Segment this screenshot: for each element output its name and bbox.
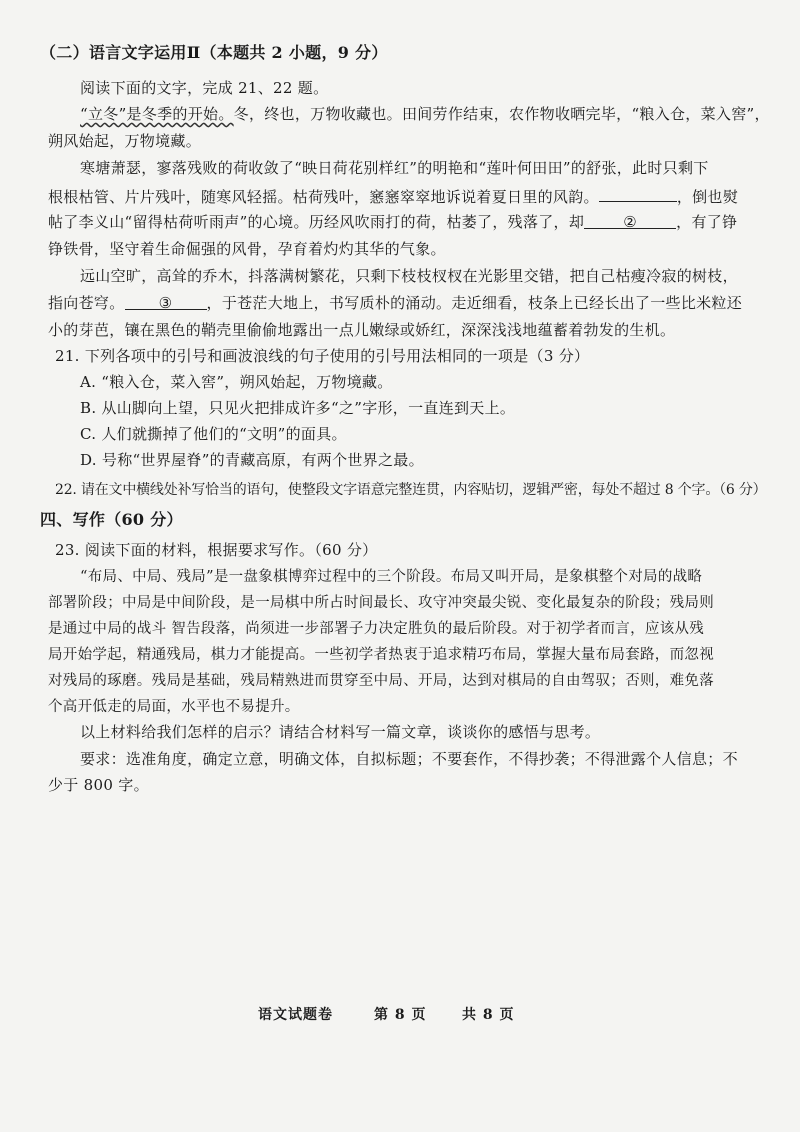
q23-stem: 23. 阅读下面的材料，根据要求写作。（60 分） [55, 541, 378, 559]
writing-requirements-line1: 要求：选准角度，确定立意，明确文体，自拟标题；不要套作，不得抄袭；不得泄露个人信息；不 [80, 750, 738, 768]
material-line2: 部署阶段；中局是中间阶段，是一局棋中所占时间最长、攻守冲突最尖锐、变化最复杂的阶段；残局则 [48, 595, 714, 611]
q21-option-d: D. 号称“世界屋脊”的青藏高原，有两个世界之最。 [80, 451, 424, 469]
material-line5: 对残局的琢磨。残局是基础，残局精熟进而贯穿至中局、开局，达到对棋局的自由驾驭；否则，难免落 [48, 673, 714, 689]
material-line3: 是通过中局的战斗 智告段落，尚须进一步部署子力决定胜负的最后阶段。对于初学者而言，应该从残 [48, 621, 705, 637]
section-2-title: （二）语言文字运用Ⅱ（本题共 2 小题，9 分） [40, 43, 388, 62]
footer-page-number: 第 8 页 [374, 1007, 427, 1023]
q21-option-c: C. 人们就撕掉了他们的“文明”的面具。 [80, 425, 347, 443]
footer-paper-name: 语文试题卷 [258, 1007, 333, 1023]
writing-requirements-line2: 少于 800 字。 [48, 776, 149, 794]
passage-p3-line1: 远山空旷，高耸的乔木，抖落满树繁花，只剩下枝枝杈杈在光影里交错，把自己枯瘦冷寂的树枝， [80, 267, 738, 285]
reading-intro: 阅读下面的文字，完成 21、22 题。 [80, 79, 329, 97]
q21-option-a: A. “粮入仓，菜入窖”，朔风始起，万物境藏。 [80, 373, 393, 391]
material-line4: 局开始学起，精通残局，棋力才能提高。一些初学者热衷于追求精巧布局，掌握大量布局套路，而忽视 [48, 647, 714, 663]
q22-stem: 22. 请在文中横线处补写恰当的语句，使整段文字语意完整连贯，内容贴切，逻辑严密，每处不超过 8 个字。（6 分） [55, 482, 767, 498]
passage-p2-line1: 寒塘萧瑟，寥落残败的荷收敛了“映日荷花别样红”的明艳和“莲叶何田田”的舒张，此时只剩下 [80, 159, 709, 177]
passage-p1-line1: “立冬”是冬季的开始。冬，终也，万物收藏也。田间劳作结束，农作物收晒完毕，“粮入仓，菜入窖”， [80, 105, 770, 123]
passage-p2-line4: 铮铁骨，坚守着生命倔强的风骨，孕育着灼灼其华的气象。 [48, 240, 446, 258]
blank-3: ③ [125, 293, 207, 310]
material-line1: “布局、中局、残局”是一盘象棋博弈过程中的三个阶段。布局又叫开局，是象棋整个对局的战略 [80, 569, 703, 585]
passage-p2-line3: 帖了李义山“留得枯荷听雨声”的心境。历经风吹雨打的荷，枯萎了，残落了，却 ② ，有了铮 [48, 213, 738, 231]
material-line6: 个高开低走的局面，水平也不易提升。 [48, 699, 300, 715]
writing-prompt: 以上材料给我们怎样的启示？请结合材料写一篇文章，谈谈你的感悟与思考。 [80, 723, 601, 741]
blank-1 [599, 185, 677, 202]
wavy-sentence: “立冬”是冬季的开始。 [80, 105, 234, 123]
q21-stem: 21. 下列各项中的引号和画波浪线的句子使用的引号用法相同的一项是（3 分） [55, 347, 590, 365]
passage-p1-line2: 朔风始起，万物境藏。 [48, 132, 202, 150]
blank-2: ② [584, 212, 676, 229]
passage-p3-line2: 指向苍穹。 ③ ，于苍茫大地上，书写质朴的涌动。走近细看，枝条上已经长出了一些比米粒还 [48, 294, 743, 312]
q21-option-b: B. 从山脚向上望，只见火把排成许多“之”字形，一直连到天上。 [80, 399, 516, 417]
passage-p2-line2: 根根枯管、片片残叶，随寒风轻摇。枯荷残叶，窸窸窣窣地诉说着夏日里的风韵。 ，倒也熨 [48, 185, 738, 207]
footer-total-pages: 共 8 页 [462, 1007, 515, 1023]
passage-p3-line3: 小的芽芭，镶在黑色的鞘壳里偷偷地露出一点儿嫩绿或娇红，深深浅浅地蕴蓄着勃发的生机。 [48, 321, 676, 339]
section-4-title: 四、写作（60 分） [40, 510, 183, 529]
